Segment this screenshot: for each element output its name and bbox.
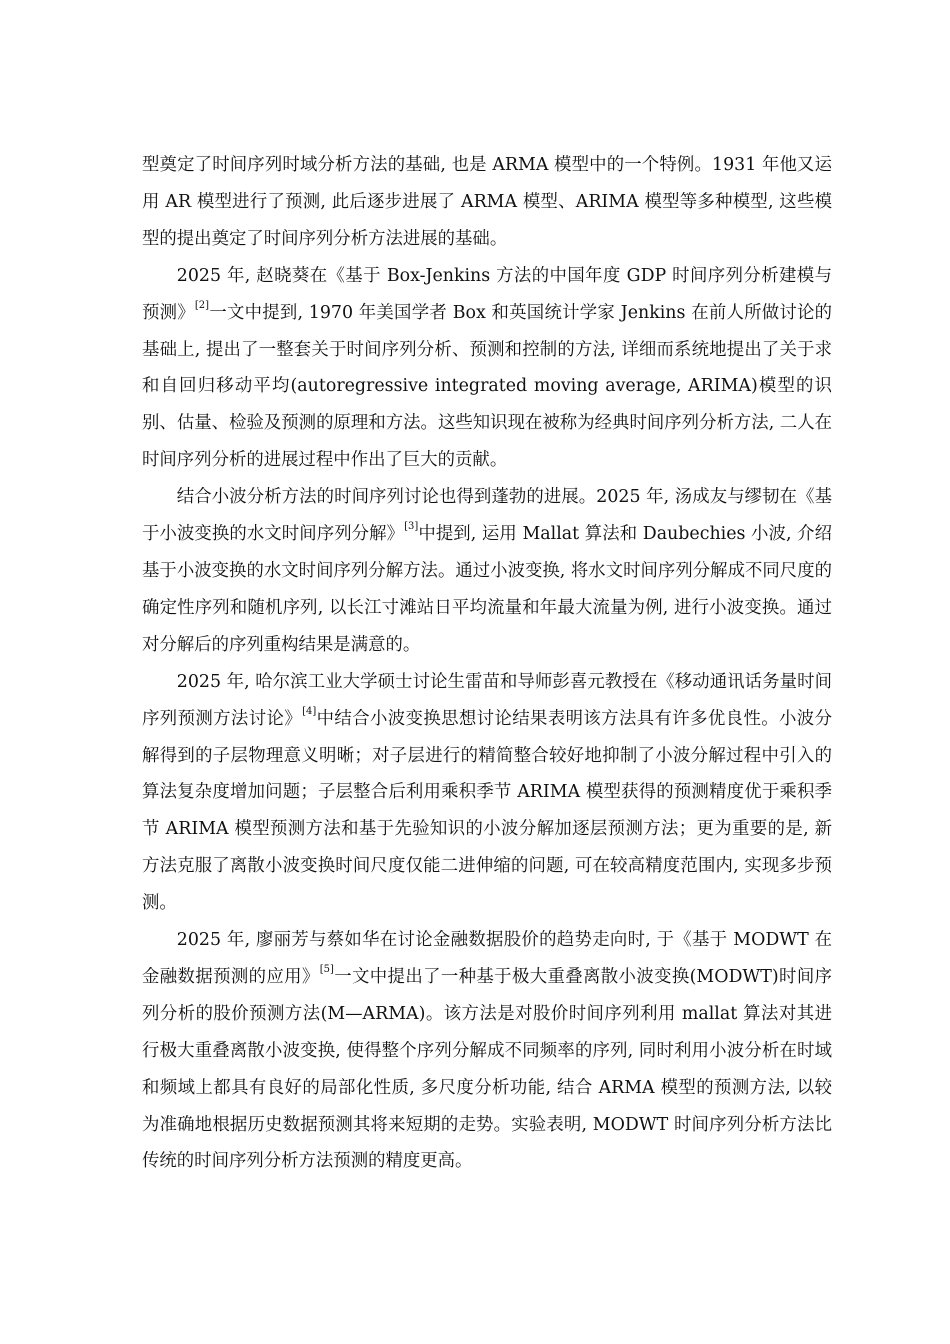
citation-3: [3] [404, 521, 419, 533]
paragraph-2-text-a: 2025 年, 赵晓葵在《基于 Box-Jenkins 方法的中国年度 GDP 时间序列分析建模与预测》 [142, 265, 832, 323]
citation-2: [2] [194, 299, 210, 311]
paragraph-5-text-b: 一文中提出了一种基于极大重叠离散小波变换(MODWT)时间序列分析的股价预测方法(M—ARMA)。该方法是对股价时间序列利用 mallat 算法对其进行极大重叠离散小波变换, 使得整个序列分解成不同频率的序列, 同时利用小波分析在时域和频域上都具有良好的局部化性质, 多尺度分析功能, 结合 ARMA 模型的预测方法, 以较为准确地根据历史数据预测其将来短期的走势。实验表明, MODWT 时间序列分析方法比传统的时间序列分析方法预测的精度更高。 [142, 966, 832, 1172]
paragraph-5 [142, 922, 832, 1180]
citation-4: [4] [302, 705, 317, 717]
paragraph-3-text-a: 结合小波分析方法的时间序列讨论也得到蓬勃的进展。2025 年, 汤成友与缪韧在《基于小波变换的水文时间序列分解》 [142, 487, 832, 545]
paragraph-3 [142, 479, 832, 664]
paragraph-4 [142, 664, 832, 922]
paragraph-1 [142, 147, 832, 258]
paragraph-4-text-b: 中结合小波变换思想讨论结果表明该方法具有许多优良性。小波分解得到的子层物理意义明晰；对子层进行的精简整合较好地抑制了小波分解过程中引入的算法复杂度增加问题；子层整合后利用乘积季节 ARIMA 模型获得的预测精度优于乘积季节 ARIMA 模型预测方法和基于先验知识的小波分解加逐层预测方法；更为重要的是, 新方法克服了离散小波变换时间尺度仅能二进伸缩的问题, 可在较高精度范围内, 实现多步预测。 [142, 708, 832, 914]
citation-5: [5] [319, 963, 334, 975]
document-body [142, 147, 832, 1180]
paragraph-2-text-b: 一文中提到, 1970 年美国学者 Box 和英国统计学家 Jenkins 在前人所做讨论的基础上, 提出了一整套关于时间序列分析、预测和控制的方法, 详细而系统地提出了关于求和自回归移动平均(autoregressive integrated moving average, ARIMA)模型的识别、估量、检验及预测的原理和方法。这些知识现在被称为经典时间序列分析方法, 二人在时间序列分析的进展过程中作出了巨大的贡献。 [142, 302, 832, 471]
paragraph-2 [142, 258, 832, 479]
paragraph-1-text: 型奠定了时间序列时域分析方法的基础, 也是 ARMA 模型中的一个特例。1931 年他又运用 AR 模型进行了预测, 此后逐步进展了 ARMA 模型、ARIMA 模型等多种模型, 这些模型的提出奠定了时间序列分析方法进展的基础。 [142, 155, 832, 249]
paragraph-5-text-a: 2025 年, 廖丽芳与蔡如华在讨论金融数据股价的趋势走向时, 于《基于 MODWT 在金融数据预测的应用》 [142, 930, 832, 987]
paragraph-3-text-b: 中提到, 运用 Mallat 算法和 Daubechies 小波, 介绍基于小波变换的水文时间序列分解方法。通过小波变换, 将水文时间序列分解成不同尺度的确定性序列和随机序列, 以长江寸滩站日平均流量和年最大流量为例, 进行小波变换。通过对分解后的序列重构结果是满意的。 [142, 524, 832, 655]
paragraph-4-text-a: 2025 年, 哈尔滨工业大学硕士讨论生雷苗和导师彭喜元教授在《移动通讯话务量时间序列预测方法讨论》 [142, 671, 832, 729]
